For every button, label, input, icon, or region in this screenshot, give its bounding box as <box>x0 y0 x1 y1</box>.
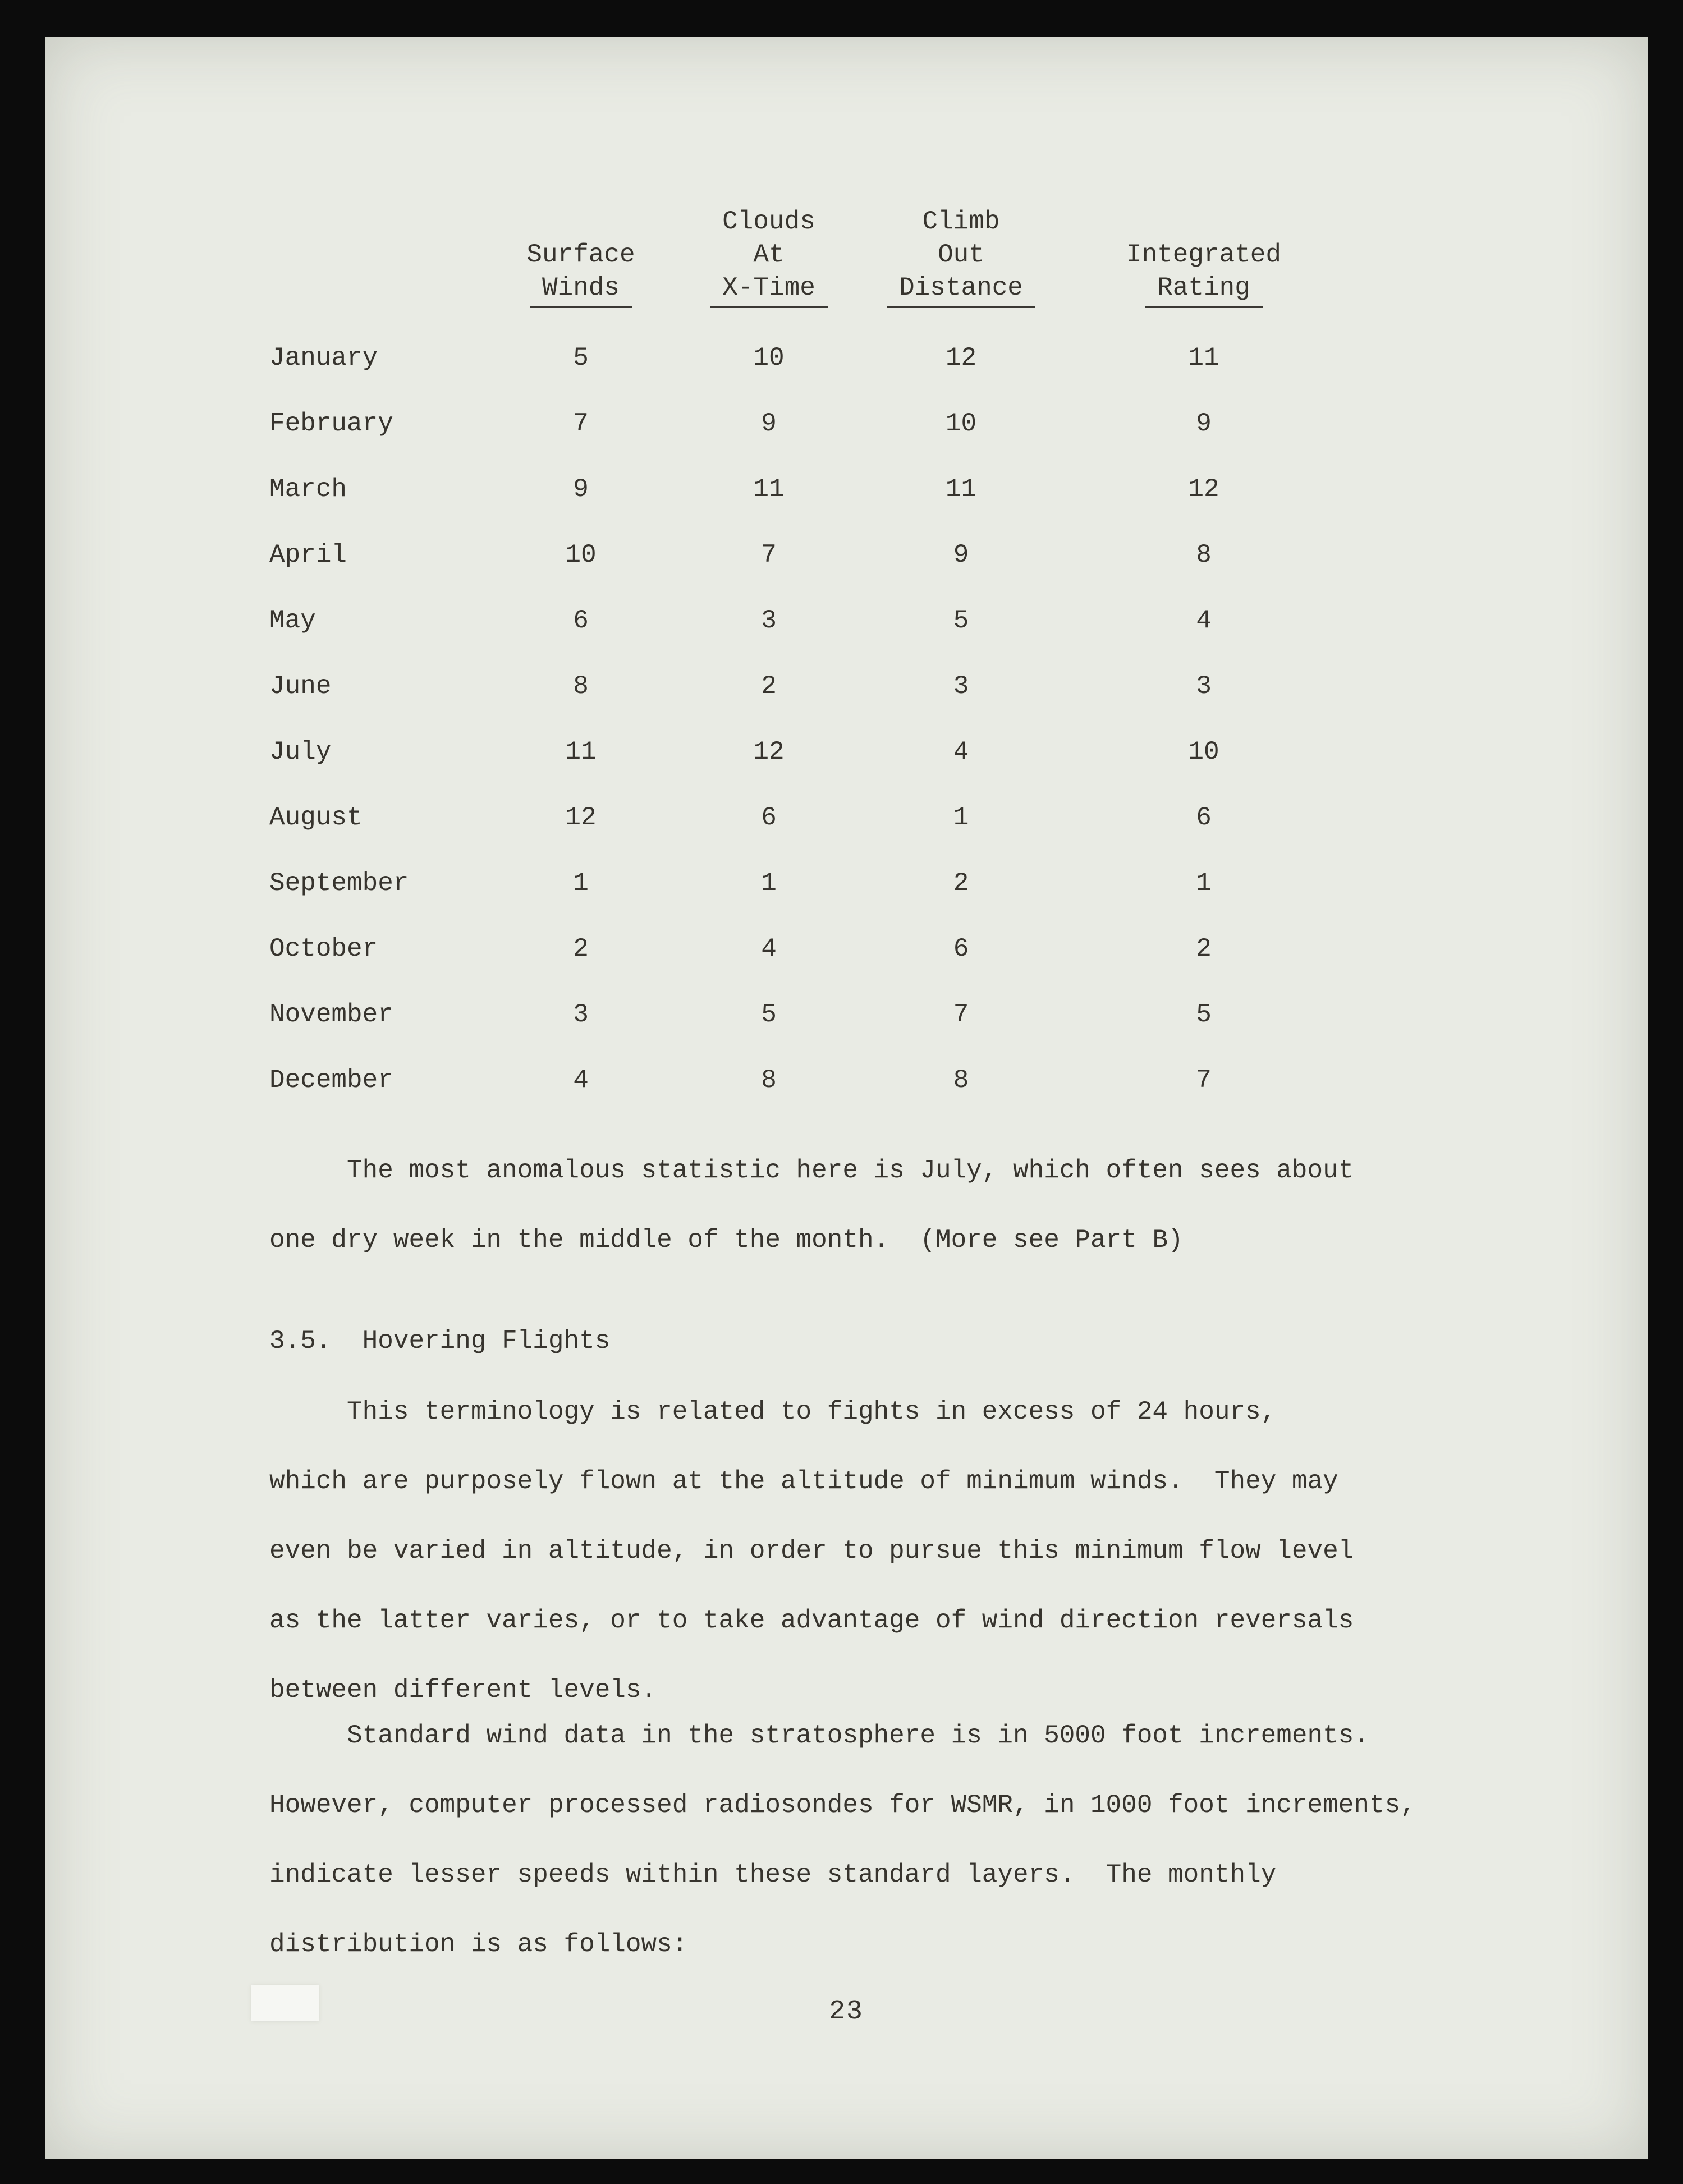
monthly-rating-table <box>45 205 1648 1113</box>
month-label: March <box>269 474 347 504</box>
month-label: October <box>269 934 378 963</box>
header-line: Climb <box>922 207 1000 236</box>
cell-surface-winds: 5 <box>573 343 589 373</box>
month-label: November <box>269 999 393 1029</box>
month-label: June <box>269 671 332 701</box>
table-row-june <box>45 653 1648 719</box>
table-row-december <box>45 1047 1648 1113</box>
cell-surface-winds: 7 <box>573 409 589 438</box>
column-header-climb-out-distance <box>864 205 1058 308</box>
cell-climb-out-distance: 8 <box>953 1065 969 1095</box>
cell-climb-out-distance: 2 <box>953 868 969 898</box>
table-row-march <box>45 456 1648 522</box>
cell-surface-winds: 4 <box>573 1065 589 1095</box>
header-line-underlined: Winds <box>530 272 632 308</box>
cell-integrated-rating: 12 <box>1188 474 1219 504</box>
paragraph-line: which are purposely flown at the altitude of minimum winds. They may <box>269 1467 1338 1496</box>
cell-clouds-at-x-time: 3 <box>761 605 777 635</box>
header-line-underlined: Rating <box>1145 272 1263 308</box>
cell-integrated-rating: 4 <box>1196 605 1212 635</box>
table-row-november <box>45 981 1648 1047</box>
cell-climb-out-distance: 12 <box>945 343 977 373</box>
month-label: December <box>269 1065 393 1095</box>
cell-integrated-rating: 8 <box>1196 540 1212 570</box>
month-label: July <box>269 737 332 767</box>
cell-integrated-rating: 11 <box>1188 343 1219 373</box>
cell-clouds-at-x-time: 10 <box>753 343 785 373</box>
cell-integrated-rating: 5 <box>1196 999 1212 1029</box>
cell-clouds-at-x-time: 5 <box>761 999 777 1029</box>
header-line: Surface <box>526 240 635 269</box>
table-header-row <box>45 205 1648 308</box>
month-label: April <box>269 540 347 570</box>
paragraph-line: even be varied in altitude, in order to pursue this minimum flow level <box>269 1536 1354 1566</box>
column-header-surface-winds <box>488 238 673 308</box>
cell-integrated-rating: 10 <box>1188 737 1219 767</box>
section-heading-text: 3.5. Hovering Flights <box>269 1327 611 1356</box>
cell-clouds-at-x-time: 8 <box>761 1065 777 1095</box>
cell-climb-out-distance: 4 <box>953 737 969 767</box>
month-label: January <box>269 343 378 373</box>
cell-clouds-at-x-time: 11 <box>753 474 785 504</box>
month-label: May <box>269 605 316 635</box>
cell-integrated-rating: 7 <box>1196 1065 1212 1095</box>
cell-climb-out-distance: 1 <box>953 802 969 832</box>
cell-clouds-at-x-time: 12 <box>753 737 785 767</box>
cell-clouds-at-x-time: 1 <box>761 868 777 898</box>
cell-integrated-rating: 3 <box>1196 671 1212 701</box>
cell-surface-winds: 2 <box>573 934 589 963</box>
table-row-september <box>45 850 1648 916</box>
cell-clouds-at-x-time: 6 <box>761 802 777 832</box>
cell-integrated-rating: 2 <box>1196 934 1212 963</box>
cell-climb-out-distance: 7 <box>953 999 969 1029</box>
table-row-august <box>45 784 1648 850</box>
table-row-may <box>45 588 1648 653</box>
paragraph-anomalous-statistic <box>269 1136 1354 1275</box>
header-line: At <box>753 240 785 269</box>
paragraph-line: Standard wind data in the stratosphere is in 5000 foot increments. <box>347 1721 1369 1750</box>
month-label: September <box>269 868 409 898</box>
cell-surface-winds: 12 <box>565 802 597 832</box>
paragraph-wind-data <box>269 1701 1416 1979</box>
paragraph-line: This terminology is related to fights in excess of 24 hours, <box>347 1397 1277 1426</box>
section-heading-hovering-flights <box>269 1306 610 1376</box>
month-label: February <box>269 409 393 438</box>
cell-surface-winds: 1 <box>573 868 589 898</box>
table-row-april <box>45 522 1648 588</box>
paragraph-line: distribution is as follows: <box>269 1930 688 1959</box>
column-header-clouds-at-x-time <box>673 205 864 308</box>
cell-surface-winds: 8 <box>573 671 589 701</box>
paragraph-hovering-flights <box>269 1377 1354 1725</box>
cell-integrated-rating: 9 <box>1196 409 1212 438</box>
table-row-october <box>45 916 1648 981</box>
cell-clouds-at-x-time: 4 <box>761 934 777 963</box>
cell-surface-winds: 11 <box>565 737 597 767</box>
paragraph-line: between different levels. <box>269 1676 657 1705</box>
header-line-underlined: Distance <box>887 272 1035 308</box>
cell-climb-out-distance: 10 <box>945 409 977 438</box>
cell-climb-out-distance: 9 <box>953 540 969 570</box>
cell-integrated-rating: 6 <box>1196 802 1212 832</box>
header-line-underlined: X-Time <box>710 272 828 308</box>
header-line: Clouds <box>722 207 815 236</box>
document-page <box>45 37 1648 2159</box>
paragraph-line: one dry week in the middle of the month. (More see Part B) <box>269 1226 1184 1255</box>
paragraph-line: as the latter varies, or to take advantage of wind direction reversals <box>269 1606 1354 1635</box>
page-number: 23 <box>829 1997 864 2027</box>
table-row-january <box>45 325 1648 391</box>
cell-integrated-rating: 1 <box>1196 868 1212 898</box>
cell-climb-out-distance: 6 <box>953 934 969 963</box>
header-line: Out <box>938 240 984 269</box>
cell-climb-out-distance: 5 <box>953 605 969 635</box>
header-line: Integrated <box>1126 240 1282 269</box>
cell-clouds-at-x-time: 2 <box>761 671 777 701</box>
paragraph-line: However, computer processed radiosondes for WSMR, in 1000 foot increments, <box>269 1791 1416 1820</box>
paragraph-line: The most anomalous statistic here is July, which often sees about <box>347 1156 1354 1185</box>
cell-climb-out-distance: 11 <box>945 474 977 504</box>
table-row-february <box>45 391 1648 456</box>
cell-surface-winds: 3 <box>573 999 589 1029</box>
column-header-integrated-rating <box>1058 238 1350 308</box>
month-label: August <box>269 802 363 832</box>
cell-surface-winds: 6 <box>573 605 589 635</box>
paragraph-line: indicate lesser speeds within these standard layers. The monthly <box>269 1860 1277 1889</box>
cell-clouds-at-x-time: 7 <box>761 540 777 570</box>
cell-clouds-at-x-time: 9 <box>761 409 777 438</box>
table-row-july <box>45 719 1648 784</box>
cell-surface-winds: 9 <box>573 474 589 504</box>
cell-surface-winds: 10 <box>565 540 597 570</box>
cell-climb-out-distance: 3 <box>953 671 969 701</box>
